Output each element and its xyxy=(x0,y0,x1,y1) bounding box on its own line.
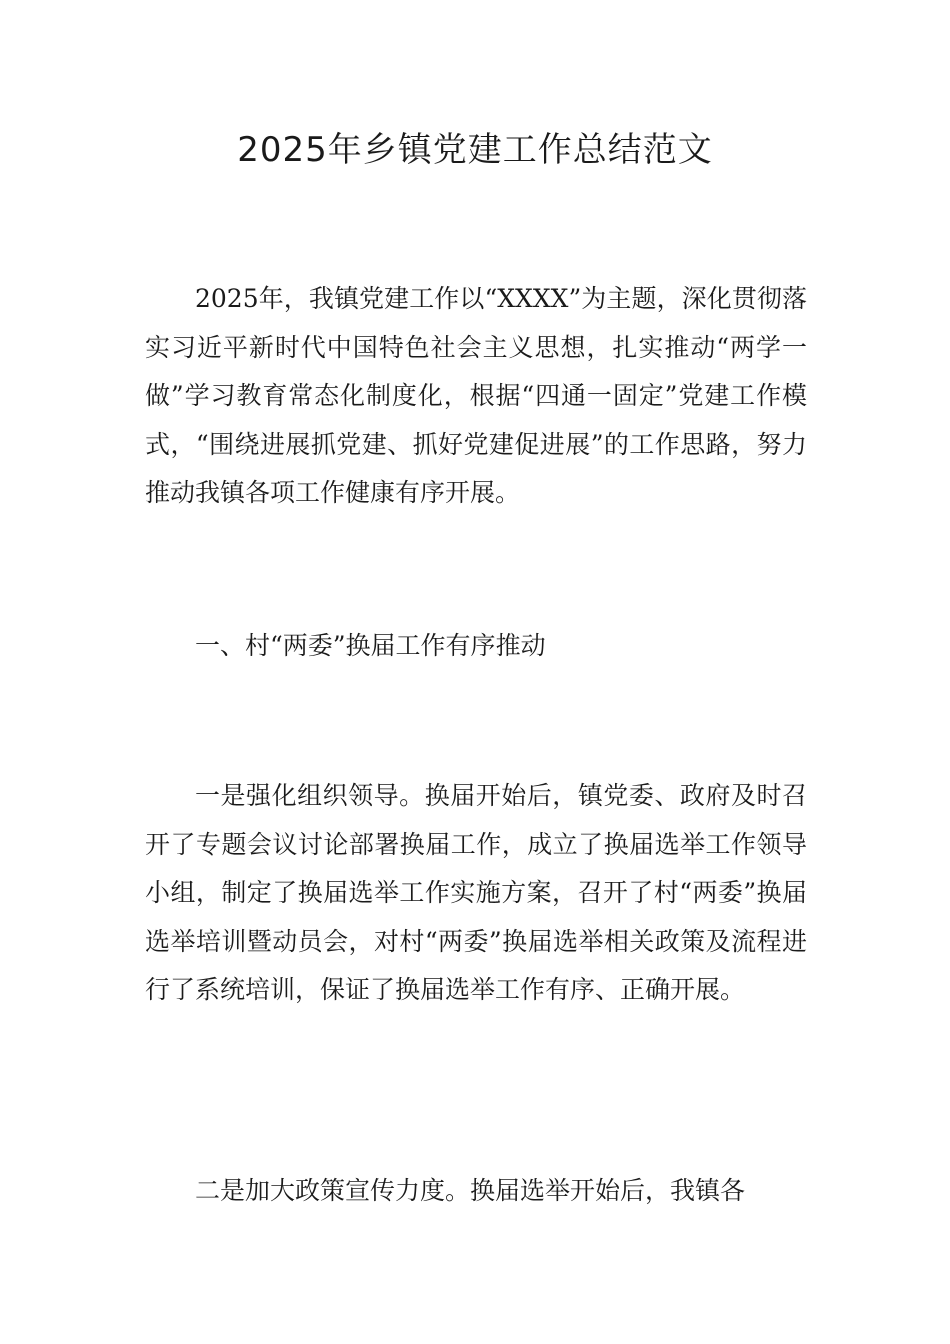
document-title: 2025年乡镇党建工作总结范文 xyxy=(237,130,713,170)
body-paragraph-1: 一是强化组织领导。换届开始后，镇党委、政府及时召开了专题会议讨论部署换届工作，成立了换届选举工作领导小组，制定了换届选举工作实施方案，召开了村“两委”换届选举培训暨动员会，对村“两委”换届选举相关政策及流程进行了系统培训，保证了换届选举工作有序、正确开展。 xyxy=(145,781,807,1004)
body-paragraph-2: 二是加大政策宣传力度。换届选举开始后，我镇各 xyxy=(195,1176,746,1205)
section-heading-1: 一、村“两委”换届工作有序推动 xyxy=(195,631,546,660)
intro-paragraph: 2025年，我镇党建工作以“XXXX”为主题，深化贯彻落实习近平新时代中国特色社会主义思想，扎实推动“两学一做”学习教育常态化制度化，根据“四通一固定”党建工作模式，“围绕进展抓党建、抓好党建促进展”的工作思路，努力推动我镇各项工作健康有序开展。 xyxy=(145,284,807,507)
